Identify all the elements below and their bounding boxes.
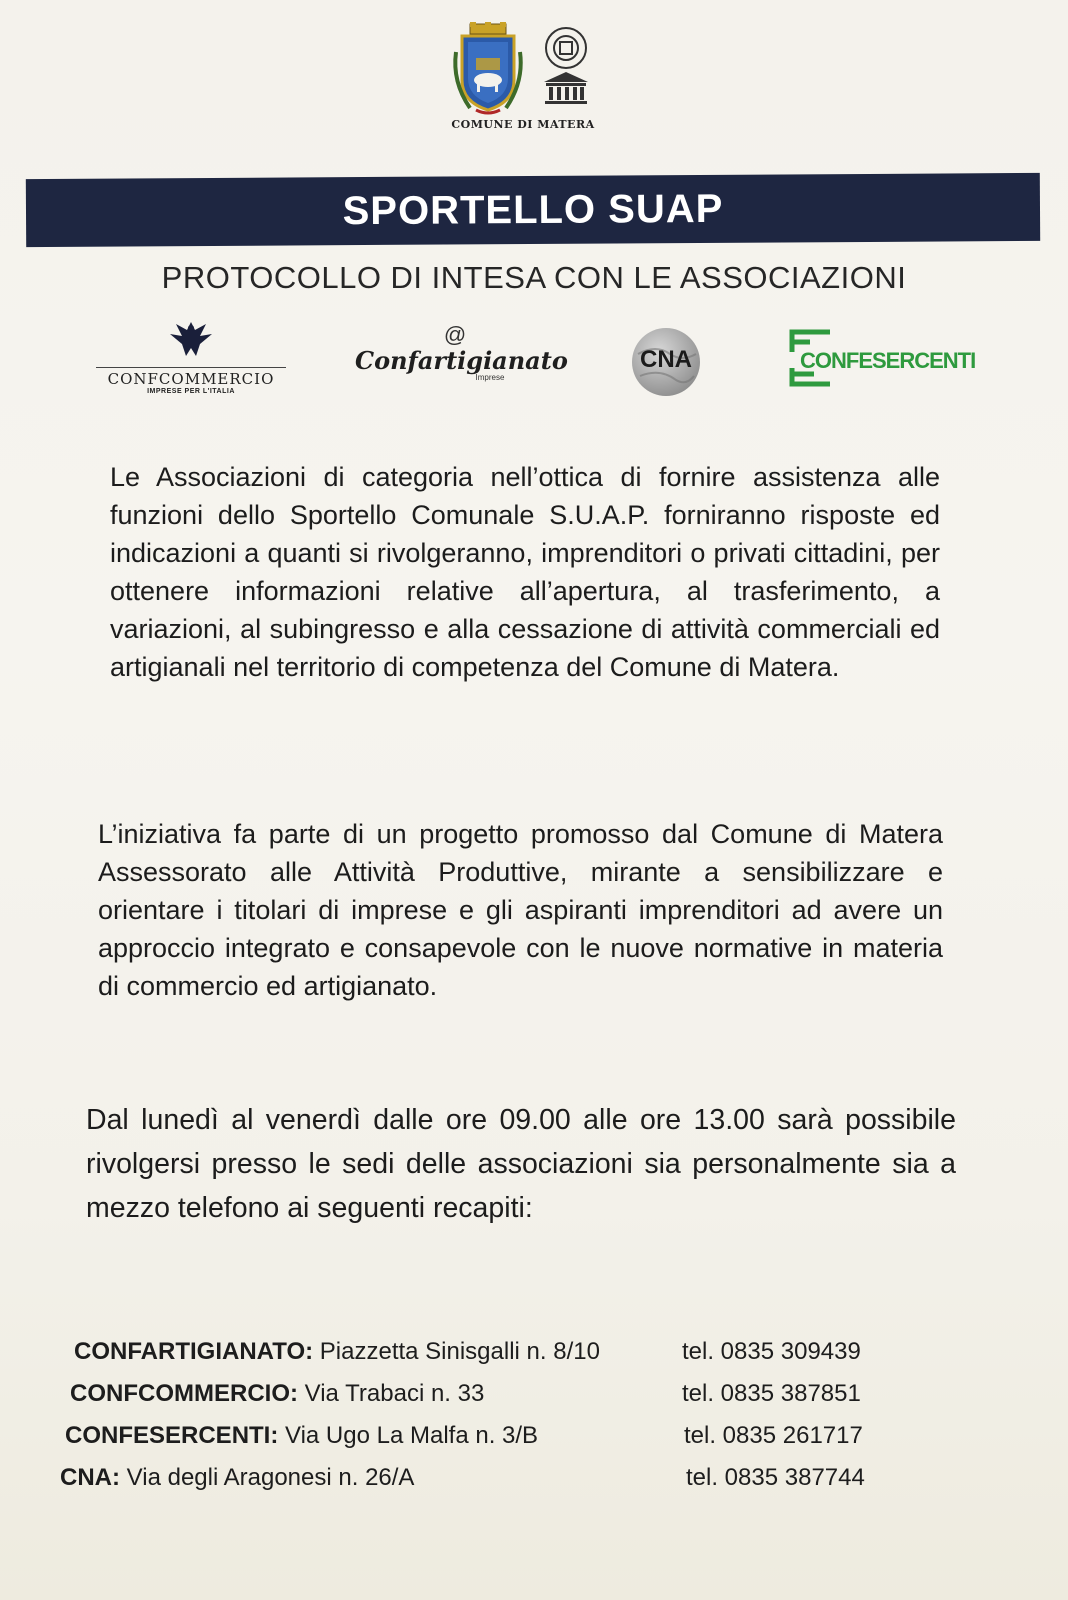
contact-address: Via Trabaci n. 33 — [297, 1380, 485, 1407]
contact-phone[interactable]: tel. 0835 387851 — [682, 1380, 861, 1407]
confartigianato-name: Confartigianato — [355, 346, 568, 375]
confartigianato-logo — [355, 322, 568, 382]
paragraph-intro: Le Associazioni di categoria nell’ottica di fornire assistenza alle funzioni dello Sportello Comunale S.U.A.P. forniranno risposte ed indicazioni a quanti si rivolgeranno, imprenditori o privati cittadini, per ottenere informazioni relative all’apertura, al trasferimento, a variazioni, al subingresso e alla cessazione di attività commerciali ed artigianali nel territorio di competenza del Comune di Matera. — [110, 462, 940, 682]
contact-phone[interactable]: tel. 0835 387744 — [686, 1464, 865, 1491]
contact-association: CONFESERCENTI: — [65, 1422, 279, 1449]
header-logos — [448, 22, 598, 137]
contact-row — [74, 1338, 974, 1380]
at-icon: @ — [443, 322, 467, 347]
page-title: SPORTELLO SUAP — [342, 186, 724, 233]
paragraph-initiative: L’iniziativa fa parte di un progetto promosso dal Comune di Matera Assessorato alle Attività Produttive, mirante a sensibilizzare e orientare i titolari di imprese e gli aspiranti imprenditori ad avere un approccio integrato e consapevole con le nuove normative in materia di commercio ed artigianato. — [98, 819, 943, 1001]
confesercenti-logo — [784, 328, 974, 394]
matera-crest-icon — [448, 22, 598, 118]
contact-row — [65, 1422, 965, 1464]
municipality-label: COMUNE DI MATERA — [451, 118, 595, 131]
association-logos — [0, 318, 1068, 408]
subtitle: PROTOCOLLO DI INTESA CON LE ASSOCIAZIONI — [161, 260, 907, 295]
confartigianato-sub: Imprese — [475, 373, 505, 382]
paragraph-hours: Dal lunedì al venerdì dalle ore 09.00 alle ore 13.00 sarà possibile rivolgersi presso le sedi delle associazioni sia personalmente sia a mezzo telefono ai seguenti recapiti: — [86, 1104, 956, 1224]
cna-logo — [626, 324, 706, 404]
confcommercio-name: CONFCOMMERCIO — [96, 367, 286, 388]
contact-phone[interactable]: tel. 0835 309439 — [682, 1338, 861, 1365]
confcommercio-tagline: IMPRESE PER L'ITALIA — [147, 388, 235, 395]
contact-association: CONFCOMMERCIO: — [70, 1380, 298, 1407]
contact-row — [70, 1380, 970, 1422]
cna-name: CNA — [640, 346, 692, 373]
contact-address: Via Ugo La Malfa n. 3/B — [278, 1422, 539, 1449]
contact-phone[interactable]: tel. 0835 261717 — [684, 1422, 863, 1449]
contact-address: Piazzetta Sinisgalli n. 8/10 — [313, 1338, 600, 1365]
title-banner — [26, 173, 1040, 247]
eagle-icon — [166, 318, 216, 360]
confcommercio-logo — [96, 318, 286, 395]
confesercenti-name: CONFESERCENTI — [800, 348, 976, 373]
contact-association: CONFARTIGIANATO: — [74, 1338, 314, 1365]
contact-address: Via degli Aragonesi n. 26/A — [120, 1464, 415, 1491]
contact-association: CNA: — [60, 1464, 120, 1491]
contact-row — [60, 1464, 960, 1506]
contact-list — [60, 1338, 960, 1506]
